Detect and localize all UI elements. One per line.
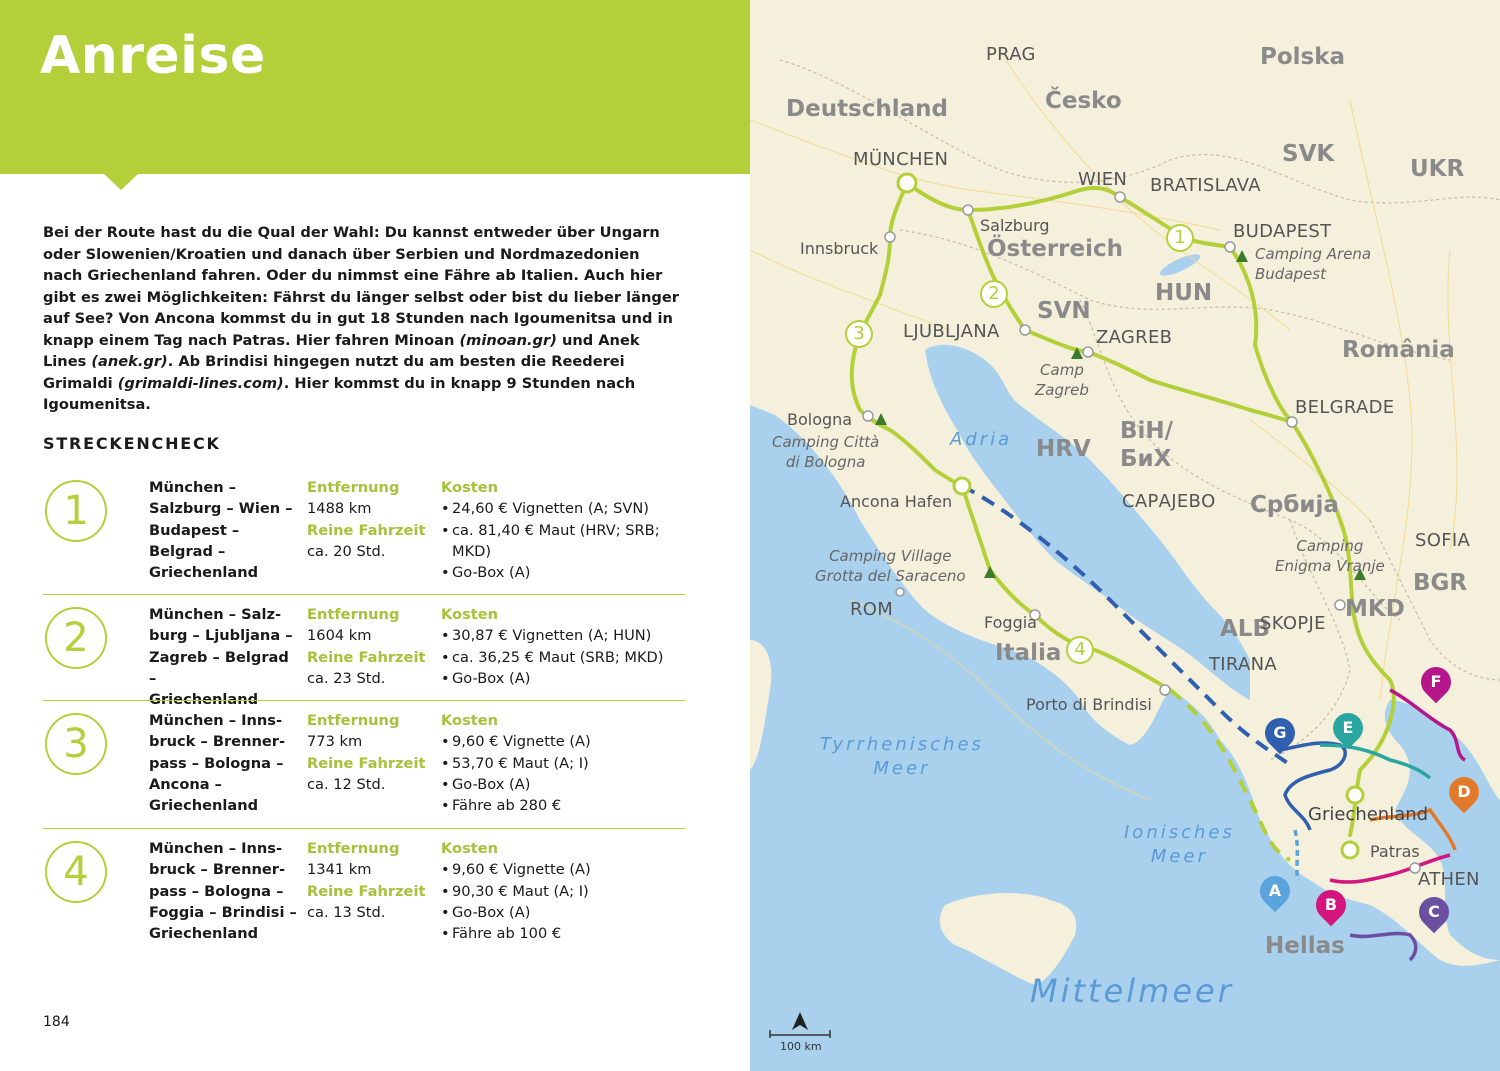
route-row-1 [43,477,685,592]
drive-time-label: Reine Fahrzeit [307,521,426,539]
costs-label: Kosten [441,712,499,729]
label-polska: Polska [1260,44,1346,70]
label-romania: România [1342,337,1455,363]
label-bih-cyrillic: БиХ [1120,446,1172,472]
map-route-marker-4: 4 [1066,636,1094,664]
pin-letter: C [1428,902,1440,921]
label-belgrade: BELGRADE [1295,397,1395,418]
label-mittelmeer: Mittelmeer [1030,972,1234,1010]
drive-time-label: Reine Fahrzeit [307,882,426,900]
cost-item: • Go-Box (A) [441,668,691,689]
route-cost-col [441,604,691,689]
cost-item: • Go-Box (A) [441,902,691,923]
label-cesko: Česko [1045,88,1122,114]
label-brindisi: Porto di Brindisi [1026,695,1152,714]
route-distance-col [307,838,437,923]
route-divider [43,700,685,701]
label-salzburg: Salzburg [980,216,1050,235]
distance-value: 1341 km [307,861,372,879]
label-ionisches-meer: Ionisches Meer [1124,822,1235,867]
label-camp-zagreb: Camp Zagreb [1035,361,1089,399]
route-cost-col [441,477,691,583]
label-sofia: SOFIA [1415,530,1471,551]
drive-time-value: ca. 20 Std. [307,542,386,560]
label-srbija: Србија [1250,492,1339,518]
pin-letter: B [1324,895,1338,914]
cost-item: • 30,87 € Vignetten (A; HUN) [441,625,691,646]
map-route-marker-3: 3 [845,320,873,348]
label-skopje: SKOPJE [1260,613,1326,634]
label-hun: HUN [1155,280,1213,306]
costs-label: Kosten [441,479,499,496]
title-notch [103,173,139,190]
label-svk: SVK [1282,141,1335,167]
greece-route-A [1295,830,1298,880]
label-bgr: BGR [1413,570,1468,596]
cost-item: • 90,30 € Maut (A; I) [441,881,691,902]
label-sarajevo: САРАЈЕВО [1122,491,1216,512]
label-ljubljana: LJUBLJANA [903,321,1000,342]
label-bratislava: BRATISLAVA [1150,175,1261,196]
pin-letter: F [1430,672,1442,691]
drive-time-value: ca. 13 Std. [307,903,386,921]
page-number: 184 [43,1014,70,1030]
route-cost-col [441,710,691,816]
route-distance-col [307,710,437,795]
label-hellas: Hellas [1265,933,1345,959]
label-camp-saraceno: Camping Village Grotta del Saraceno [815,547,966,585]
costs-label: Kosten [441,606,499,623]
label-adria: Adria [950,429,1013,450]
route-row-3 [43,710,685,825]
label-ukr: UKR [1410,156,1465,182]
label-rom: ROM [850,599,894,620]
intro-text-4: . Hier kommst du in knapp 9 Stunden nach Igoumenitsa. [43,374,636,413]
section-heading: STRECKENCHECK [43,434,221,453]
route-number-badge: 1 [45,480,107,542]
label-prag: PRAG [986,44,1036,65]
label-zagreb: ZAGREB [1096,327,1173,348]
pin-letter: D [1457,782,1471,801]
label-alb: ALB [1220,616,1270,642]
intro-text-3: . Ab Brindisi hingegen nutzt du am besten die Reederei Grimaldi [43,353,625,392]
pin-letter: E [1342,718,1354,737]
drive-time-label: Reine Fahrzeit [307,754,426,772]
label-svn: SVN [1037,298,1091,324]
igoumenitsa-hub [1347,787,1363,803]
label-camp-vranje: Camping Enigma Vranje [1275,537,1385,575]
label-mkd: MKD [1345,596,1405,622]
label-italia: Italia [995,640,1062,666]
route-map [750,0,1500,1071]
route-name: München – Salzburg – Wien – Budapest – Belgrad – Griechenland [149,479,293,582]
intro-paragraph [43,222,683,416]
label-innsbruck: Innsbruck [800,239,879,258]
label-munchen: MÜNCHEN [853,149,949,170]
cost-item: • ca. 36,25 € Maut (SRB; MKD) [441,647,691,668]
route-row-4 [43,838,685,953]
route-divider [43,594,685,595]
ancona-hub [954,478,970,494]
label-bih: BiH/ [1120,418,1174,444]
link-anek[interactable]: (anek.gr) [91,353,168,370]
cost-item: • 9,60 € Vignette (A) [441,731,691,752]
intro-text-1: Bei der Route hast du die Qual der Wahl: Du kannst entweder über Ungarn oder Slowenien/Kroatien und danach über Serbien und Nordmazedonien nach Griechenland fahren. Oder du nimmst eine Fähre ab Italien. Auch hier gibt es zwei Möglichkeiten: Fährst du länger selbst oder bist du lieber länger auf See? Von Ancona kommst du in gut 18 Stunden nach Igoumenitsa und in knapp einem Tag nach Patras. Hier fahren Minoan [43,224,679,349]
costs-label: Kosten [441,840,499,857]
link-minoan[interactable]: (minoan.gr) [459,331,557,349]
distance-label: Entfernung [307,479,400,496]
label-patras: Patras [1370,842,1420,861]
map-route-marker-1: 1 [1166,224,1194,252]
route-number-badge: 4 [45,841,107,903]
label-griechenland: Griechenland [1308,804,1429,825]
link-grimaldi[interactable]: (grimaldi-lines.com) [117,374,284,392]
cost-item: • ca. 81,40 € Maut (HRV; SRB; MKD) [441,520,691,563]
patras-hub [1342,842,1358,858]
map-route-marker-2: 2 [980,280,1008,308]
drive-time-label: Reine Fahrzeit [307,648,426,666]
cost-item: • Go-Box (A) [441,562,691,583]
drive-time-value: ca. 23 Std. [307,669,386,687]
lake-balaton [1158,250,1203,279]
route-name: München – Inns- bruck – Brenner- pass – Bologna – Ancona – Griechenland [149,712,285,815]
route-distance-col [307,477,437,562]
intro-text-2: und Anek Lines [43,331,640,370]
label-ancona: Ancona Hafen [840,492,953,511]
distance-value: 1604 km [307,627,372,645]
label-camp-budapest: Camping Arena Budapest [1255,245,1372,283]
munich-hub [898,174,916,192]
cost-item: • Fähre ab 100 € [441,923,691,944]
pin-letter: A [1268,881,1282,900]
route-divider [43,828,685,829]
route-name: München – Salz- burg – Ljubljana – Zagreb – Belgrad – Griechenland [149,606,293,709]
label-athen: ATHEN [1418,869,1480,890]
cost-item: • Fähre ab 280 € [441,795,691,816]
drive-time-value: ca. 12 Std. [307,775,386,793]
scale-label: 100 km [780,1040,822,1053]
label-bologna: Bologna [787,410,853,429]
label-camp-bologna: Camping Città di Bologna [772,433,880,471]
label-tyrrhenisches-meer: Tyrrhenisches Meer [820,734,984,779]
label-foggia: Foggia [984,613,1037,632]
distance-value: 1488 km [307,500,372,518]
label-deutschland: Deutschland [786,96,948,122]
label-osterreich: Österreich [987,236,1124,262]
label-hrv: HRV [1036,436,1091,462]
distance-label: Entfernung [307,840,400,857]
label-tirana: TIRANA [1209,654,1277,675]
distance-label: Entfernung [307,606,400,623]
route-name: München – Inns- bruck – Brenner- pass – Bologna – Foggia – Brindisi – Griechenland [149,840,297,943]
pin-letter: G [1273,723,1287,742]
route-number-badge: 3 [45,713,107,775]
distance-label: Entfernung [307,712,400,729]
route-cost-col [441,838,691,944]
distance-value: 773 km [307,733,363,751]
page-title: Anreise [40,26,266,86]
cost-item: • 24,60 € Vignetten (A; SVN) [441,498,691,519]
route-row-2 [43,604,685,709]
cost-item: • 53,70 € Maut (A; I) [441,753,691,774]
route-distance-col [307,604,437,689]
cost-item: • 9,60 € Vignette (A) [441,859,691,880]
label-budapest: BUDAPEST [1233,221,1332,242]
route-number-badge: 2 [45,607,107,669]
label-wien: WIEN [1078,169,1128,190]
cost-item: • Go-Box (A) [441,774,691,795]
